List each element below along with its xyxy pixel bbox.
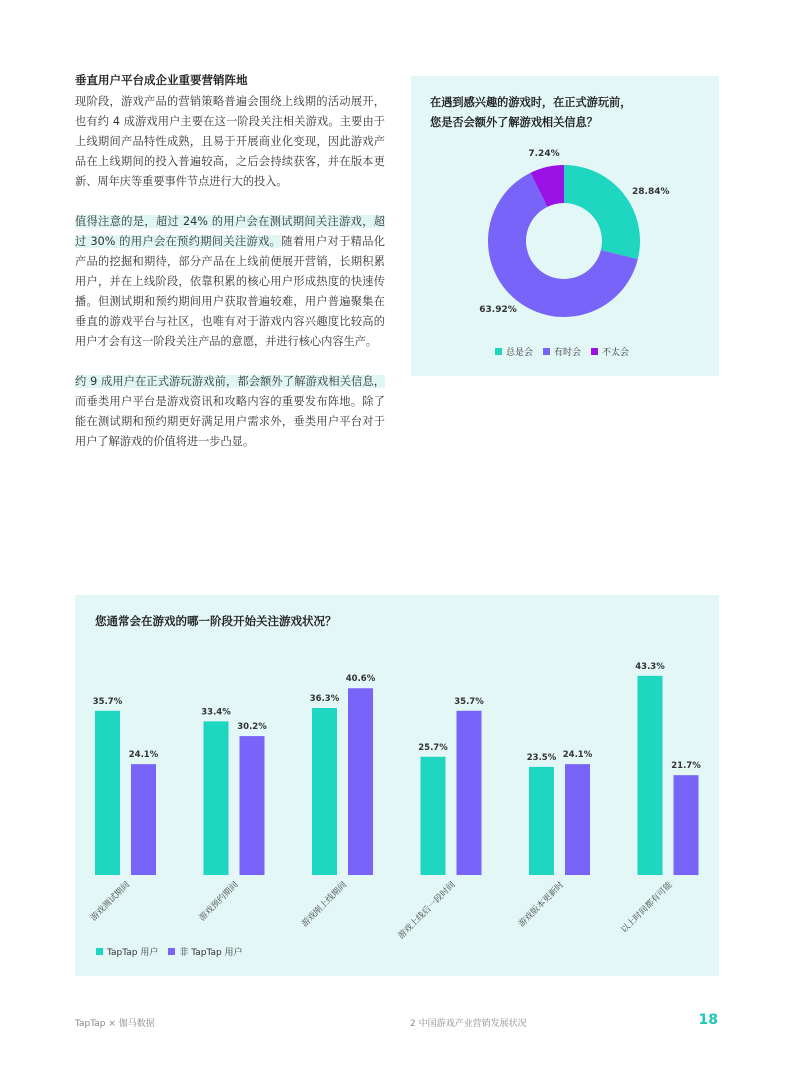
- bar-value-label: 25.7%: [418, 742, 448, 753]
- bar-legend-item: [168, 945, 242, 958]
- bar-value-label: 40.6%: [345, 674, 376, 685]
- bar-value-label: 24.1%: [128, 750, 159, 761]
- bar: [131, 764, 156, 875]
- bar: [457, 711, 482, 875]
- paragraph-3-rest: 而垂类用户平台是游戏资讯和攻略内容的重要发布阵地。除了能在测试期和预约期更好满足用户需求外，垂类用户平台对于用户了解游戏的价值将进一步凸显。: [75, 395, 385, 448]
- bar: [565, 764, 590, 875]
- bar-value-label: 35.7%: [92, 696, 123, 707]
- bar-legend-swatch: [96, 948, 103, 955]
- donut-legend-item: [591, 345, 629, 358]
- bar-value-label: 36.3%: [309, 694, 340, 705]
- category-label: 游戏上线后一段时间: [396, 880, 458, 942]
- category-label: 游戏测试期间: [88, 880, 133, 924]
- bar-legend-swatch: [168, 948, 175, 955]
- category-label: 游戏刚上线期间: [299, 880, 350, 930]
- bar-chart-card: [75, 595, 719, 976]
- bar-legend: [96, 945, 253, 958]
- bar: [638, 676, 663, 875]
- donut-legend-item: [543, 345, 581, 358]
- bar: [421, 757, 446, 875]
- bar: [312, 708, 337, 875]
- bar-chart-title: 您通常会在游戏的哪一阶段开始关注游戏状况？: [95, 614, 337, 628]
- category-label: 游戏版本更新时: [516, 880, 567, 930]
- bar: [95, 711, 120, 875]
- paragraph-1: 现阶段，游戏产品的营销策略普遍会围绕上线期的活动展开，也有约 4 成游戏用户主要在这一阶段关注相关游戏。主要由于上线期间产品特性成熟，且易于开展商业化变现，因此游戏产品在上线期间的投入普遍较高，之后会持续获客，并在版本更新、周年庆等重要事件节点进行大的投入。: [75, 95, 385, 188]
- paragraph-3-highlight: 约 9 成用户在正式游玩游戏前，都会额外了解游戏相关信息，: [75, 375, 385, 388]
- donut-chart: [411, 76, 719, 376]
- bar-legend-item: [96, 945, 158, 958]
- bar-value-label: 30.2%: [237, 722, 267, 733]
- donut-value-label: 28.84%: [632, 187, 670, 197]
- donut-legend-label: 有时会: [554, 348, 582, 358]
- bar: [674, 775, 699, 875]
- article-body: [75, 72, 385, 472]
- bar-chart: [75, 595, 719, 976]
- footer-left: TapTap × 伽马数据: [75, 1019, 155, 1029]
- paragraph-3: [75, 372, 385, 452]
- donut-legend-item: [495, 345, 533, 358]
- donut-slice: [564, 165, 640, 259]
- paragraph-2-rest: 随着用户对于精品化产品的挖掘和期待，部分产品在上线前便展开营销，长期积累用户，并在上线阶段，依靠积累的核心用户形成热度的快速传播。但测试期和预约期间用户获取普遍较难，用户普遍聚集在垂直的游戏平台与社区，也唯有对于游戏内容兴趣度比较高的用户才会有这一阶段关注产品的意愿，并进行核心内容生产。: [75, 235, 385, 348]
- donut-legend: [495, 345, 639, 358]
- page-number: 18: [698, 1012, 718, 1028]
- footer-center: 2 中国游戏产业营销发展状况: [410, 1019, 527, 1029]
- bar-value-label: 43.3%: [635, 661, 665, 672]
- bar-value-label: 33.4%: [201, 707, 231, 718]
- donut-legend-swatch: [495, 348, 502, 355]
- bar-value-label: 23.5%: [526, 752, 557, 763]
- paragraph-2-highlight: 值得注意的是，超过 24% 的用户会在测试期间关注游戏，超过 30% 的用户会在预约期间关注游戏。: [75, 215, 385, 248]
- paragraph-2: [75, 212, 385, 352]
- donut-legend-label: 不太会: [602, 348, 630, 358]
- donut-title-line-2: 您是否会额外了解游戏相关信息？: [430, 116, 598, 129]
- donut-legend-label: 总是会: [506, 348, 534, 358]
- category-label: 以上时间都有可能: [619, 880, 675, 936]
- bar-value-label: 24.1%: [562, 750, 593, 761]
- bar-legend-label: TapTap 用户: [107, 948, 159, 958]
- bar: [204, 721, 229, 875]
- bar: [240, 736, 265, 875]
- donut-title-line-1: 在遇到感兴趣的游戏时，在正式游玩前，: [430, 96, 632, 109]
- donut-legend-swatch: [591, 348, 598, 355]
- bar-value-label: 35.7%: [454, 696, 484, 707]
- donut-value-label: 7.24%: [528, 149, 560, 159]
- donut-chart-card: [411, 76, 719, 376]
- bar: [348, 688, 373, 875]
- donut-legend-swatch: [543, 348, 550, 355]
- bar: [529, 767, 554, 875]
- bar-value-label: 21.7%: [671, 761, 701, 772]
- section-heading: 垂直用户平台成企业重要营销阵地: [75, 73, 248, 87]
- donut-value-label: 63.92%: [479, 305, 517, 315]
- bar-legend-label: 非 TapTap 用户: [179, 948, 243, 958]
- category-label: 游戏预约期间: [197, 880, 241, 924]
